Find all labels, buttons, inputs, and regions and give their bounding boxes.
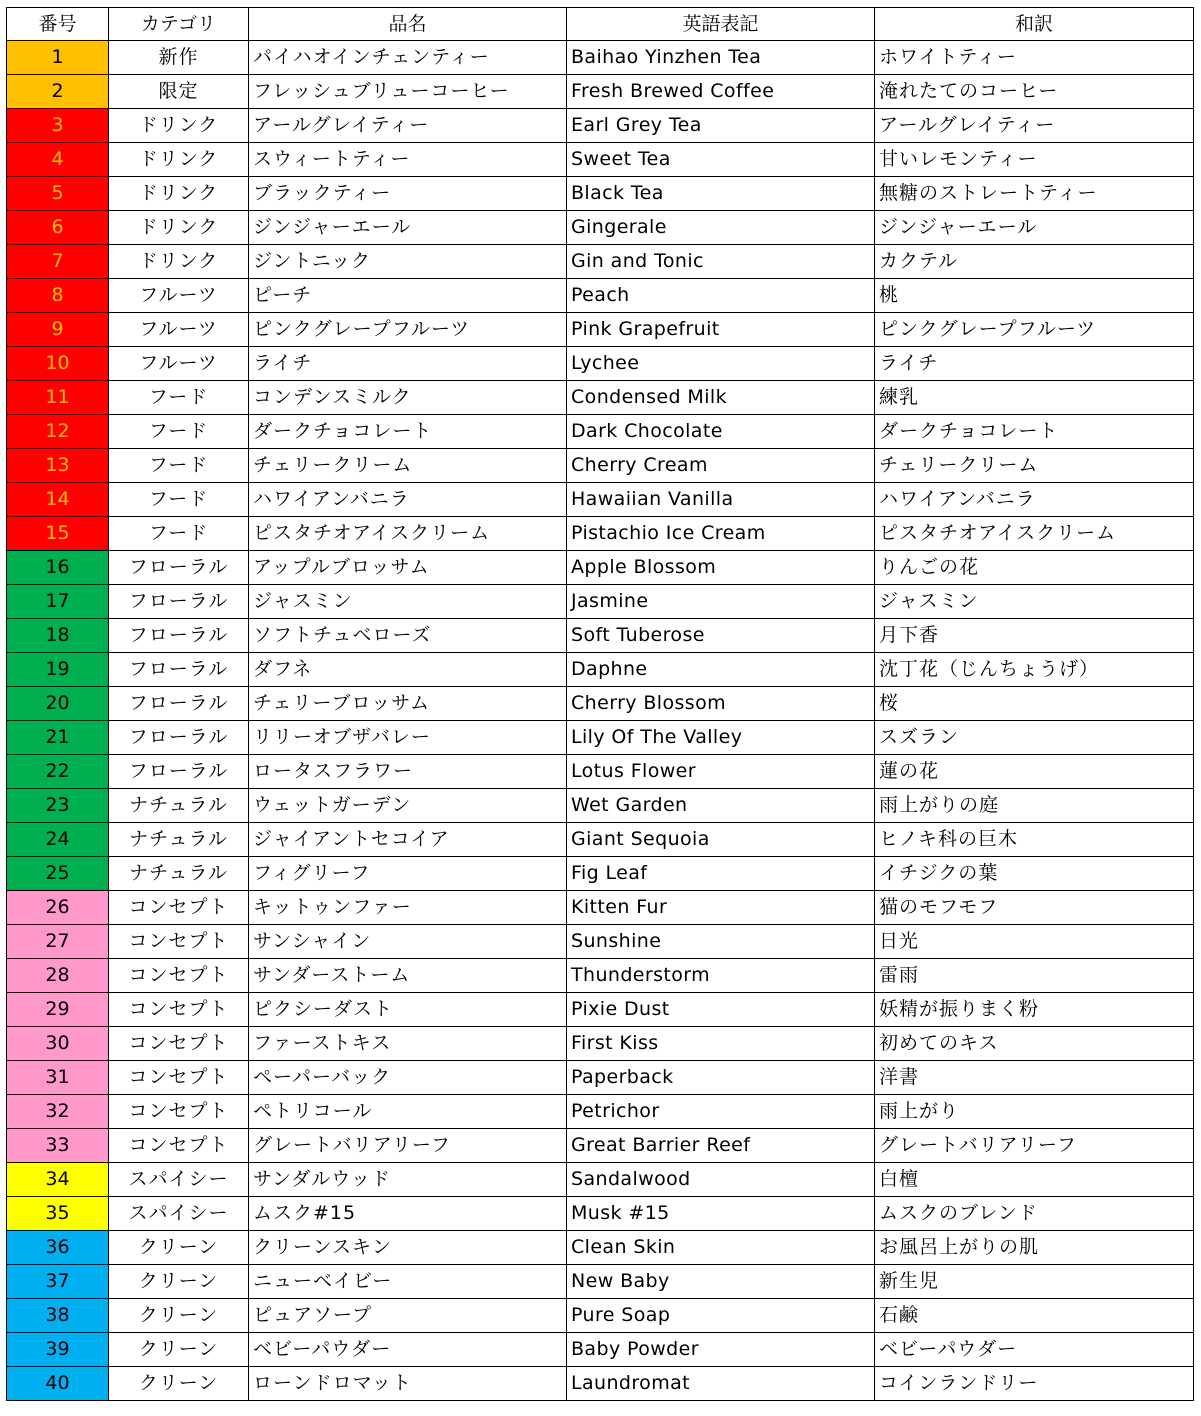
japanese-translation-cell[interactable]: お風呂上がりの肌 [875,1231,1194,1265]
table-row [7,1095,1194,1129]
product-name-cell[interactable]: ペーパーバック [249,1061,567,1095]
english-name-cell[interactable]: Gingerale [567,211,875,245]
japanese-translation-cell[interactable]: 淹れたてのコーヒー [875,75,1194,109]
table-row [7,1367,1194,1401]
japanese-translation-cell[interactable]: 練乳 [875,381,1194,415]
category-cell[interactable]: フルーツ [109,347,249,381]
table-row [7,551,1194,585]
number-cell[interactable]: 36 [7,1231,109,1265]
number-cell[interactable]: 18 [7,619,109,653]
category-cell[interactable]: フローラル [109,585,249,619]
english-name-cell[interactable]: Soft Tuberose [567,619,875,653]
japanese-translation-cell[interactable]: りんごの花 [875,551,1194,585]
japanese-translation-cell[interactable]: 雷雨 [875,959,1194,993]
category-cell[interactable]: フルーツ [109,313,249,347]
english-name-cell[interactable]: Fresh Brewed Coffee [567,75,875,109]
header-japanese-translation[interactable]: 和訳 [875,8,1194,41]
table-row [7,721,1194,755]
table-row [7,1265,1194,1299]
number-cell[interactable]: 28 [7,959,109,993]
category-cell[interactable]: ドリンク [109,143,249,177]
category-cell[interactable]: クリーン [109,1299,249,1333]
category-cell[interactable]: スパイシー [109,1197,249,1231]
header-row [7,8,1194,41]
english-name-cell[interactable]: Sandalwood [567,1163,875,1197]
english-name-cell[interactable]: Cherry Blossom [567,687,875,721]
table-row [7,245,1194,279]
product-name-cell[interactable]: ピュアソープ [249,1299,567,1333]
category-cell[interactable]: コンセプト [109,993,249,1027]
table-body [7,41,1194,1401]
english-name-cell[interactable]: Baby Powder [567,1333,875,1367]
number-cell[interactable]: 32 [7,1095,109,1129]
english-name-cell[interactable]: Cherry Cream [567,449,875,483]
japanese-translation-cell[interactable]: 沈丁花（じんちょうげ） [875,653,1194,687]
english-name-cell[interactable]: Jasmine [567,585,875,619]
number-cell[interactable]: 10 [7,347,109,381]
category-cell[interactable]: ナチュラル [109,857,249,891]
table-row [7,1061,1194,1095]
japanese-translation-cell[interactable]: カクテル [875,245,1194,279]
product-name-cell[interactable]: ジンジャーエール [249,211,567,245]
english-name-cell[interactable]: Great Barrier Reef [567,1129,875,1163]
english-name-cell[interactable]: Pink Grapefruit [567,313,875,347]
number-cell[interactable]: 7 [7,245,109,279]
english-name-cell[interactable]: Laundromat [567,1367,875,1401]
number-cell[interactable]: 20 [7,687,109,721]
number-cell[interactable]: 31 [7,1061,109,1095]
table-row [7,347,1194,381]
table-row [7,109,1194,143]
japanese-translation-cell[interactable]: 雨上がりの庭 [875,789,1194,823]
number-cell[interactable]: 14 [7,483,109,517]
english-name-cell[interactable]: Wet Garden [567,789,875,823]
japanese-translation-cell[interactable]: ホワイトティー [875,41,1194,75]
table-row [7,1129,1194,1163]
japanese-translation-cell[interactable]: ダークチョコレート [875,415,1194,449]
japanese-translation-cell[interactable]: アールグレイティー [875,109,1194,143]
product-name-cell[interactable]: ニューベイビー [249,1265,567,1299]
number-cell[interactable]: 38 [7,1299,109,1333]
number-cell[interactable]: 39 [7,1333,109,1367]
table-row [7,1299,1194,1333]
table-row [7,1027,1194,1061]
product-name-cell[interactable]: キットゥンファー [249,891,567,925]
english-name-cell[interactable]: First Kiss [567,1027,875,1061]
japanese-translation-cell[interactable]: 甘いレモンティー [875,143,1194,177]
table-row [7,41,1194,75]
product-name-cell[interactable]: フレッシュブリューコーヒー [249,75,567,109]
product-name-cell[interactable]: アップルブロッサム [249,551,567,585]
category-cell[interactable]: フード [109,517,249,551]
table-row [7,75,1194,109]
product-name-cell[interactable]: パイハオインチェンティー [249,41,567,75]
product-name-cell[interactable]: ピスタチオアイスクリーム [249,517,567,551]
english-name-cell[interactable]: Dark Chocolate [567,415,875,449]
table-row [7,891,1194,925]
japanese-translation-cell[interactable]: ジャスミン [875,585,1194,619]
category-cell[interactable]: コンセプト [109,1095,249,1129]
table-row [7,143,1194,177]
product-name-cell[interactable]: アールグレイティー [249,109,567,143]
category-cell[interactable]: 限定 [109,75,249,109]
english-name-cell[interactable]: Hawaiian Vanilla [567,483,875,517]
table-row [7,857,1194,891]
number-cell[interactable]: 13 [7,449,109,483]
product-name-cell[interactable]: ファーストキス [249,1027,567,1061]
category-cell[interactable]: ドリンク [109,245,249,279]
english-name-cell[interactable]: Petrichor [567,1095,875,1129]
number-cell[interactable]: 11 [7,381,109,415]
number-cell[interactable]: 8 [7,279,109,313]
product-name-cell[interactable]: ジャスミン [249,585,567,619]
number-cell[interactable]: 3 [7,109,109,143]
japanese-translation-cell[interactable]: ライチ [875,347,1194,381]
category-cell[interactable]: コンセプト [109,1027,249,1061]
english-name-cell[interactable]: Pure Soap [567,1299,875,1333]
product-name-cell[interactable]: ベビーパウダー [249,1333,567,1367]
table-row [7,415,1194,449]
japanese-translation-cell[interactable]: イチジクの葉 [875,857,1194,891]
japanese-translation-cell[interactable]: 石鹸 [875,1299,1194,1333]
product-name-cell[interactable]: ライチ [249,347,567,381]
category-cell[interactable]: ドリンク [109,177,249,211]
table-row [7,585,1194,619]
japanese-translation-cell[interactable]: スズラン [875,721,1194,755]
product-name-cell[interactable]: ローンドロマット [249,1367,567,1401]
fragrance-table [6,7,1194,1401]
english-name-cell[interactable]: Clean Skin [567,1231,875,1265]
table-row [7,925,1194,959]
product-name-cell[interactable]: ペトリコール [249,1095,567,1129]
table-row [7,279,1194,313]
category-cell[interactable]: クリーン [109,1367,249,1401]
product-name-cell[interactable]: チェリーブロッサム [249,687,567,721]
number-cell[interactable]: 26 [7,891,109,925]
english-name-cell[interactable]: Pixie Dust [567,993,875,1027]
table-row [7,619,1194,653]
table-row [7,687,1194,721]
number-cell[interactable]: 25 [7,857,109,891]
number-cell[interactable]: 4 [7,143,109,177]
japanese-translation-cell[interactable]: ピンクグレープフルーツ [875,313,1194,347]
number-cell[interactable]: 1 [7,41,109,75]
header-product-name[interactable]: 品名 [249,8,567,41]
product-name-cell[interactable]: グレートバリアリーフ [249,1129,567,1163]
category-cell[interactable]: フード [109,449,249,483]
number-cell[interactable]: 2 [7,75,109,109]
table-row [7,823,1194,857]
english-name-cell[interactable]: Fig Leaf [567,857,875,891]
category-cell[interactable]: フード [109,381,249,415]
number-cell[interactable]: 16 [7,551,109,585]
product-name-cell[interactable]: ウェットガーデン [249,789,567,823]
number-cell[interactable]: 33 [7,1129,109,1163]
number-cell[interactable]: 34 [7,1163,109,1197]
category-cell[interactable]: フローラル [109,755,249,789]
english-name-cell[interactable]: Pistachio Ice Cream [567,517,875,551]
product-name-cell[interactable]: ピンクグレープフルーツ [249,313,567,347]
category-cell[interactable]: コンセプト [109,1129,249,1163]
english-name-cell[interactable]: Apple Blossom [567,551,875,585]
product-name-cell[interactable]: チェリークリーム [249,449,567,483]
product-name-cell[interactable]: ムスク#15 [249,1197,567,1231]
header-category[interactable]: カテゴリ [109,8,249,41]
category-cell[interactable]: フローラル [109,619,249,653]
product-name-cell[interactable]: ピクシーダスト [249,993,567,1027]
table-row [7,517,1194,551]
category-cell[interactable]: ドリンク [109,109,249,143]
header-english-name[interactable]: 英語表記 [567,8,875,41]
number-cell[interactable]: 5 [7,177,109,211]
english-name-cell[interactable]: Daphne [567,653,875,687]
english-name-cell[interactable]: Baihao Yinzhen Tea [567,41,875,75]
japanese-translation-cell[interactable]: 桃 [875,279,1194,313]
table-row [7,381,1194,415]
japanese-translation-cell[interactable]: 初めてのキス [875,1027,1194,1061]
category-cell[interactable]: クリーン [109,1265,249,1299]
number-cell[interactable]: 6 [7,211,109,245]
japanese-translation-cell[interactable]: ジンジャーエール [875,211,1194,245]
number-cell[interactable]: 9 [7,313,109,347]
japanese-translation-cell[interactable]: ヒノキ科の巨木 [875,823,1194,857]
japanese-translation-cell[interactable]: 猫のモフモフ [875,891,1194,925]
product-name-cell[interactable]: コンデンスミルク [249,381,567,415]
number-cell[interactable]: 37 [7,1265,109,1299]
table-row [7,211,1194,245]
english-name-cell[interactable]: Sweet Tea [567,143,875,177]
number-cell[interactable]: 22 [7,755,109,789]
number-cell[interactable]: 24 [7,823,109,857]
category-cell[interactable]: フローラル [109,653,249,687]
english-name-cell[interactable]: Condensed Milk [567,381,875,415]
english-name-cell[interactable]: Lotus Flower [567,755,875,789]
number-cell[interactable]: 35 [7,1197,109,1231]
japanese-translation-cell[interactable]: 桜 [875,687,1194,721]
english-name-cell[interactable]: Peach [567,279,875,313]
japanese-translation-cell[interactable]: チェリークリーム [875,449,1194,483]
number-cell[interactable]: 23 [7,789,109,823]
english-name-cell[interactable]: Black Tea [567,177,875,211]
category-cell[interactable]: ナチュラル [109,789,249,823]
category-cell[interactable]: フード [109,415,249,449]
table-row [7,789,1194,823]
japanese-translation-cell[interactable]: コインランドリー [875,1367,1194,1401]
product-name-cell[interactable]: リリーオブザバレー [249,721,567,755]
table-row [7,959,1194,993]
category-cell[interactable]: フルーツ [109,279,249,313]
category-cell[interactable]: ドリンク [109,211,249,245]
number-cell[interactable]: 12 [7,415,109,449]
product-name-cell[interactable]: ピーチ [249,279,567,313]
japanese-translation-cell[interactable]: 白檀 [875,1163,1194,1197]
english-name-cell[interactable]: Lily Of The Valley [567,721,875,755]
number-cell[interactable]: 21 [7,721,109,755]
japanese-translation-cell[interactable]: ベビーパウダー [875,1333,1194,1367]
number-cell[interactable]: 17 [7,585,109,619]
header-number[interactable]: 番号 [7,8,109,41]
table-row [7,1333,1194,1367]
table-row [7,1197,1194,1231]
number-cell[interactable]: 29 [7,993,109,1027]
product-name-cell[interactable]: サンダーストーム [249,959,567,993]
product-name-cell[interactable]: クリーンスキン [249,1231,567,1265]
japanese-translation-cell[interactable]: 日光 [875,925,1194,959]
japanese-translation-cell[interactable]: 新生児 [875,1265,1194,1299]
table-row [7,993,1194,1027]
category-cell[interactable]: クリーン [109,1231,249,1265]
category-cell[interactable]: コンセプト [109,959,249,993]
english-name-cell[interactable]: Sunshine [567,925,875,959]
category-cell[interactable]: 新作 [109,41,249,75]
table-row [7,177,1194,211]
product-name-cell[interactable]: ロータスフラワー [249,755,567,789]
category-cell[interactable]: コンセプト [109,1061,249,1095]
english-name-cell[interactable]: Earl Grey Tea [567,109,875,143]
english-name-cell[interactable]: Thunderstorm [567,959,875,993]
table-row [7,653,1194,687]
english-name-cell[interactable]: New Baby [567,1265,875,1299]
japanese-translation-cell[interactable]: 月下香 [875,619,1194,653]
category-cell[interactable]: フローラル [109,551,249,585]
category-cell[interactable]: クリーン [109,1333,249,1367]
number-cell[interactable]: 30 [7,1027,109,1061]
english-name-cell[interactable]: Paperback [567,1061,875,1095]
category-cell[interactable]: スパイシー [109,1163,249,1197]
category-cell[interactable]: コンセプト [109,925,249,959]
number-cell[interactable]: 40 [7,1367,109,1401]
japanese-translation-cell[interactable]: 蓮の花 [875,755,1194,789]
category-cell[interactable]: コンセプト [109,891,249,925]
table-row [7,1163,1194,1197]
product-name-cell[interactable]: スウィートティー [249,143,567,177]
table-row [7,1231,1194,1265]
japanese-translation-cell[interactable]: 無糖のストレートティー [875,177,1194,211]
product-name-cell[interactable]: ダフネ [249,653,567,687]
number-cell[interactable]: 19 [7,653,109,687]
english-name-cell[interactable]: Gin and Tonic [567,245,875,279]
product-name-cell[interactable]: ブラックティー [249,177,567,211]
product-name-cell[interactable]: ジャイアントセコイア [249,823,567,857]
number-cell[interactable]: 27 [7,925,109,959]
product-name-cell[interactable]: ダークチョコレート [249,415,567,449]
japanese-translation-cell[interactable]: 洋書 [875,1061,1194,1095]
table-row [7,483,1194,517]
category-cell[interactable]: フローラル [109,721,249,755]
table-row [7,755,1194,789]
number-cell[interactable]: 15 [7,517,109,551]
japanese-translation-cell[interactable]: ハワイアンバニラ [875,483,1194,517]
japanese-translation-cell[interactable]: ムスクのブレンド [875,1197,1194,1231]
product-name-cell[interactable]: ジントニック [249,245,567,279]
english-name-cell[interactable]: Giant Sequoia [567,823,875,857]
category-cell[interactable]: ナチュラル [109,823,249,857]
category-cell[interactable]: フローラル [109,687,249,721]
product-name-cell[interactable]: サンダルウッド [249,1163,567,1197]
japanese-translation-cell[interactable]: グレートバリアリーフ [875,1129,1194,1163]
english-name-cell[interactable]: Lychee [567,347,875,381]
category-cell[interactable]: フード [109,483,249,517]
product-name-cell[interactable]: フィグリーフ [249,857,567,891]
spreadsheet [6,7,1194,1401]
japanese-translation-cell[interactable]: 雨上がり [875,1095,1194,1129]
table-row [7,313,1194,347]
japanese-translation-cell[interactable]: ピスタチオアイスクリーム [875,517,1194,551]
japanese-translation-cell[interactable]: 妖精が振りまく粉 [875,993,1194,1027]
product-name-cell[interactable]: ソフトチュベローズ [249,619,567,653]
table-row [7,449,1194,483]
product-name-cell[interactable]: サンシャイン [249,925,567,959]
english-name-cell[interactable]: Kitten Fur [567,891,875,925]
english-name-cell[interactable]: Musk #15 [567,1197,875,1231]
product-name-cell[interactable]: ハワイアンバニラ [249,483,567,517]
